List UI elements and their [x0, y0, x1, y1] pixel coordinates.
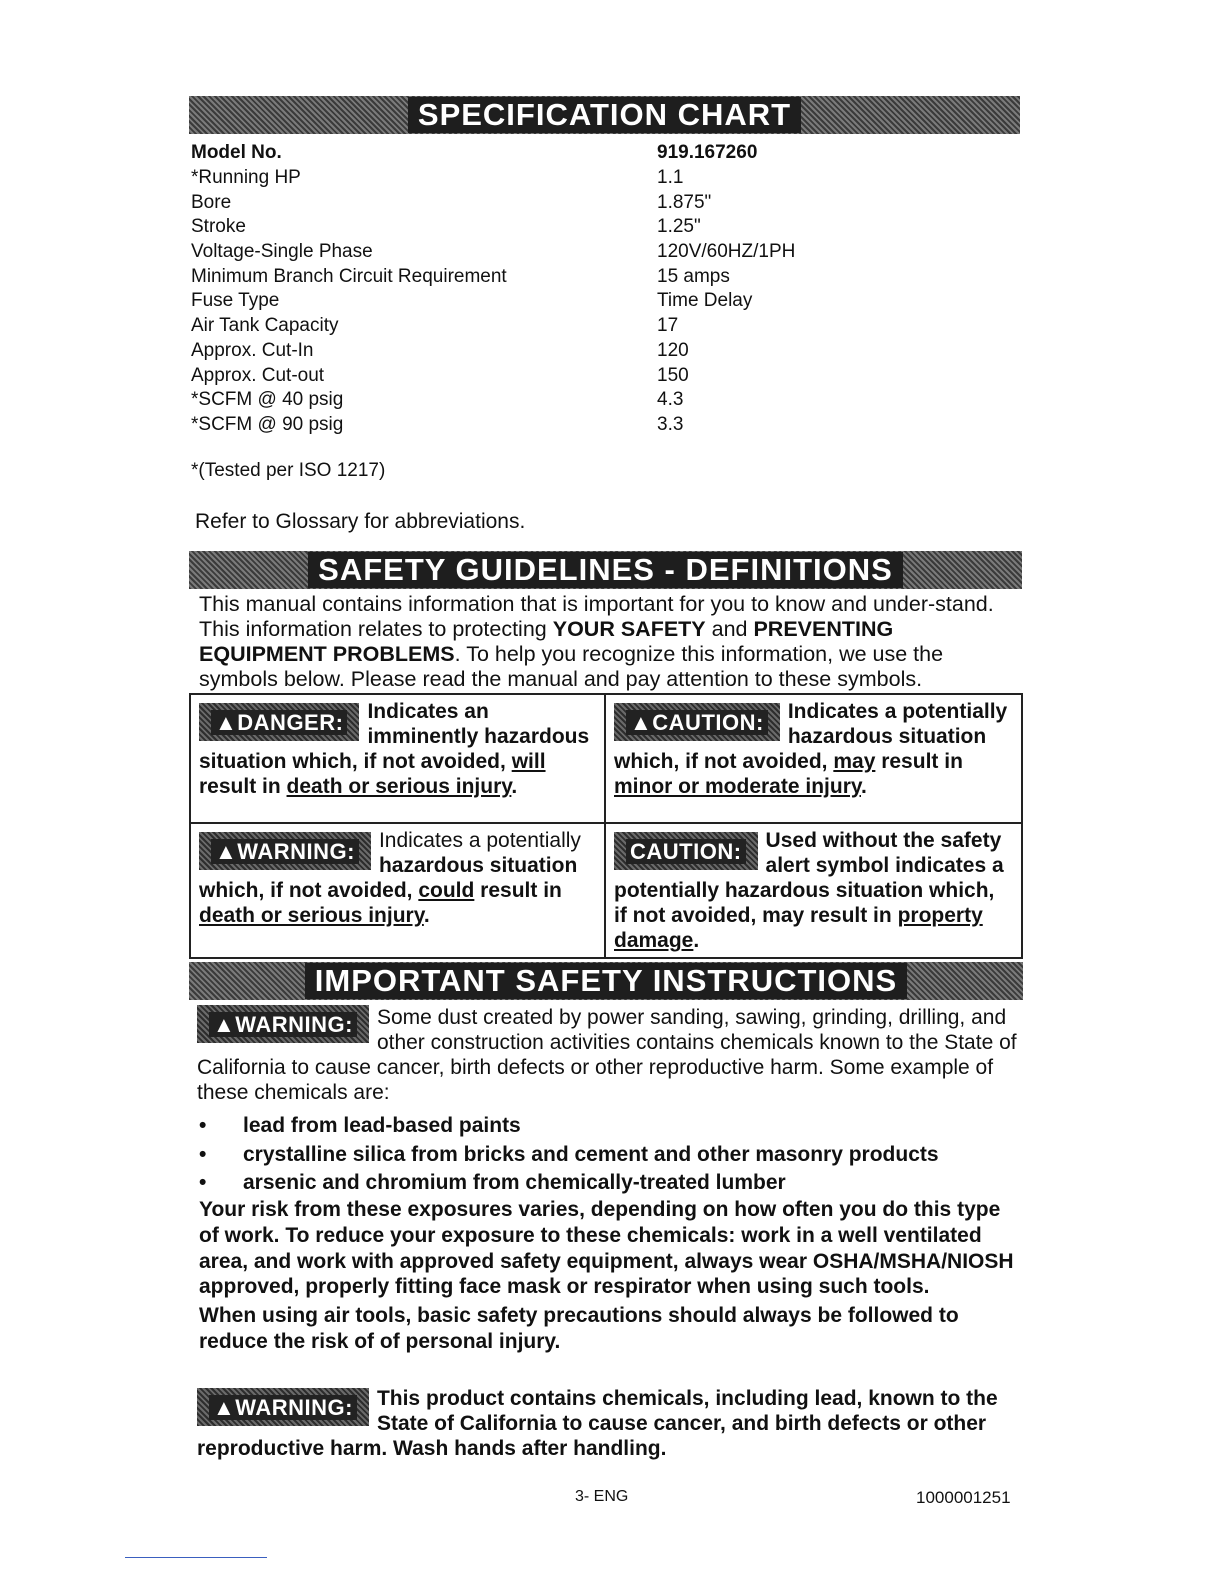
caution-cell: [606, 824, 1021, 957]
danger-cell: [191, 695, 606, 824]
caution-alert-text: hazardous situation which, if not avoided,: [614, 725, 987, 773]
spec-row: [191, 289, 891, 314]
page-number: 3- ENG: [575, 1488, 629, 1505]
warning-text: hazardous situation which, if not avoided,: [199, 854, 578, 902]
risk-text: Your risk from these exposures varies, depending on how often you do this type of work. To reduce your exposure to these chemicals: work in a well ventilated area, and work with approved safety equipment, always wear OSHA/MSHA/NIOSH approved, properly fitting face mask or respirator when using such tools.: [199, 1198, 1014, 1299]
spec-chart-header: [189, 96, 1020, 134]
test-note: *(Tested per ISO 1217): [191, 460, 386, 481]
prop65-warning: [197, 1386, 1022, 1461]
spec-value: 120: [657, 339, 689, 361]
spec-row: [191, 413, 891, 438]
warning-underline-1: could: [418, 879, 475, 902]
caution-tag: [614, 832, 758, 870]
list-item: [199, 1169, 1019, 1198]
intro-bold-1: YOUR SAFETY: [552, 617, 706, 641]
caution-alert-end: .: [861, 775, 867, 798]
definitions-intro: [199, 592, 1019, 692]
chemical-list: [199, 1112, 1019, 1198]
caution-tag-label: CAUTION:: [626, 839, 746, 864]
caution-alert-lead: Indicates a potentially: [787, 700, 1008, 723]
air-tools-text: When using air tools, basic safety precautions should always be followed to reduce the risk of of personal injury.: [199, 1304, 959, 1353]
intro-text-2: and: [705, 617, 754, 641]
spec-value: 1.25": [657, 216, 701, 238]
caution-end: .: [693, 929, 700, 952]
caution-alert-mid: result in: [875, 750, 963, 773]
spec-label: Model No.: [191, 142, 282, 164]
glossary-note: Refer to Glossary for abbreviations.: [195, 510, 526, 533]
spec-row: [191, 388, 891, 413]
safety-definitions-header: [189, 551, 1022, 589]
bullet-icon: •: [199, 1114, 207, 1137]
safety-definitions-title: SAFETY GUIDELINES - DEFINITIONS: [308, 552, 903, 588]
caution-text: indicates a potentially hazardous situation which, if not avoided, may result in: [614, 854, 1004, 927]
spec-table: [191, 141, 891, 437]
warning-underline-2: death or serious injury: [199, 904, 424, 927]
document-number: 1000001251: [916, 1488, 1011, 1507]
caution-alert-cell: [606, 695, 1021, 824]
spec-row: [191, 240, 891, 265]
spec-row: [191, 314, 891, 339]
dust-warning: [197, 1005, 1017, 1105]
spec-row: [191, 264, 891, 289]
spec-value: 1.1: [657, 167, 684, 189]
spec-label: *SCFM @ 40 psig: [191, 389, 344, 411]
spec-value: 4.3: [657, 389, 684, 411]
spec-row: [191, 363, 891, 388]
caution-lead: Used without the safety alert symbol: [765, 829, 1002, 877]
spec-row: [191, 141, 891, 166]
list-item: [199, 1141, 1019, 1170]
prop65-warning-tag: [197, 1388, 369, 1426]
prop65-warning-tag-label: ▲WARNING:: [209, 1395, 357, 1420]
warning-end: .: [423, 904, 430, 927]
spec-value: 120V/60HZ/1PH: [657, 241, 796, 263]
spec-label: Air Tank Capacity: [191, 315, 339, 337]
spec-label: Minimum Branch Circuit Requirement: [191, 265, 507, 287]
intro-text-1: This manual contains information that is important for you to know and under-stand. This information relates to protecting: [199, 592, 994, 641]
danger-underline-1: will: [511, 750, 546, 773]
spec-value: 3.3: [657, 413, 684, 435]
spec-label: Approx. Cut-In: [191, 339, 314, 361]
danger-mid: result in: [199, 775, 287, 798]
list-item-text: lead from lead-based paints: [243, 1114, 521, 1137]
danger-text: hazardous situation which, if not avoided,: [199, 725, 590, 773]
caution-alert-tag: [614, 703, 780, 741]
spec-label: Approx. Cut-out: [191, 364, 325, 386]
spec-value: 919.167260: [657, 142, 758, 164]
warning-cell: [191, 824, 606, 957]
dust-warning-tag: [197, 1005, 369, 1043]
list-item-text: crystalline silica from bricks and cement and other masonry products: [243, 1142, 939, 1166]
list-item: [199, 1112, 1019, 1141]
spec-label: Bore: [191, 191, 232, 213]
danger-lead: Indicates an imminently: [367, 700, 489, 748]
safety-instructions-header: [189, 962, 1023, 1000]
warning-tag: [199, 832, 371, 870]
spec-value: 15 amps: [657, 265, 730, 287]
spec-label: *SCFM @ 90 psig: [191, 413, 344, 435]
caution-underline: property damage: [614, 904, 983, 952]
spec-label: Stroke: [191, 216, 246, 238]
safety-instructions-title: IMPORTANT SAFETY INSTRUCTIONS: [305, 963, 907, 999]
bottom-rule: [125, 1557, 267, 1558]
spec-row: [191, 190, 891, 215]
spec-value: Time Delay: [657, 290, 753, 312]
spec-label: *Running HP: [191, 167, 301, 189]
spec-row: [191, 339, 891, 364]
dust-warning-text: Some dust created by power sanding, sawing, grinding, drilling, and other construction activities contains chemicals known to the State of California to cause cancer, birth defects or other reproductive harm. Some example of these chemicals are:: [197, 1006, 1017, 1104]
intro-bold-2: PREVENTING EQUIPMENT PROBLEMS: [199, 617, 894, 666]
caution-alert-tag-label: ▲CAUTION:: [626, 710, 768, 735]
danger-underline-2: death or serious injury: [286, 775, 512, 798]
list-item-text: arsenic and chromium from chemically-treated lumber: [243, 1171, 786, 1194]
spec-value: 1.875": [657, 191, 712, 213]
warning-mid: result in: [474, 879, 562, 902]
dust-warning-tag-label: ▲WARNING:: [209, 1012, 357, 1037]
intro-text-3: . To help you recognize this information, we use the symbols below. Please read the manual and pay attention to these symbols.: [199, 642, 944, 691]
spec-value: 150: [657, 364, 689, 386]
spec-label: Voltage-Single Phase: [191, 241, 373, 263]
caution-alert-underline-1: may: [833, 750, 876, 773]
bullet-icon: •: [199, 1142, 207, 1166]
risk-paragraph: [199, 1197, 1019, 1355]
signal-word-grid: [189, 693, 1023, 959]
spec-row: [191, 166, 891, 191]
warning-tag-label: ▲WARNING:: [211, 839, 359, 864]
danger-tag-label: ▲DANGER:: [211, 710, 347, 735]
danger-end: .: [511, 775, 518, 798]
spec-chart-title: SPECIFICATION CHART: [408, 97, 801, 133]
spec-value: 17: [657, 315, 679, 337]
spec-label: Fuse Type: [191, 290, 280, 312]
spec-row: [191, 215, 891, 240]
caution-alert-underline-2: minor or moderate injury: [614, 775, 861, 798]
prop65-text: This product contains chemicals, including lead, known to the State of California to cause cancer, and birth defects or other reproductive harm. Wash hands after handling.: [197, 1387, 998, 1460]
warning-lead: Indicates a potentially: [378, 829, 581, 852]
danger-tag: [199, 703, 359, 741]
bullet-icon: •: [199, 1171, 207, 1194]
